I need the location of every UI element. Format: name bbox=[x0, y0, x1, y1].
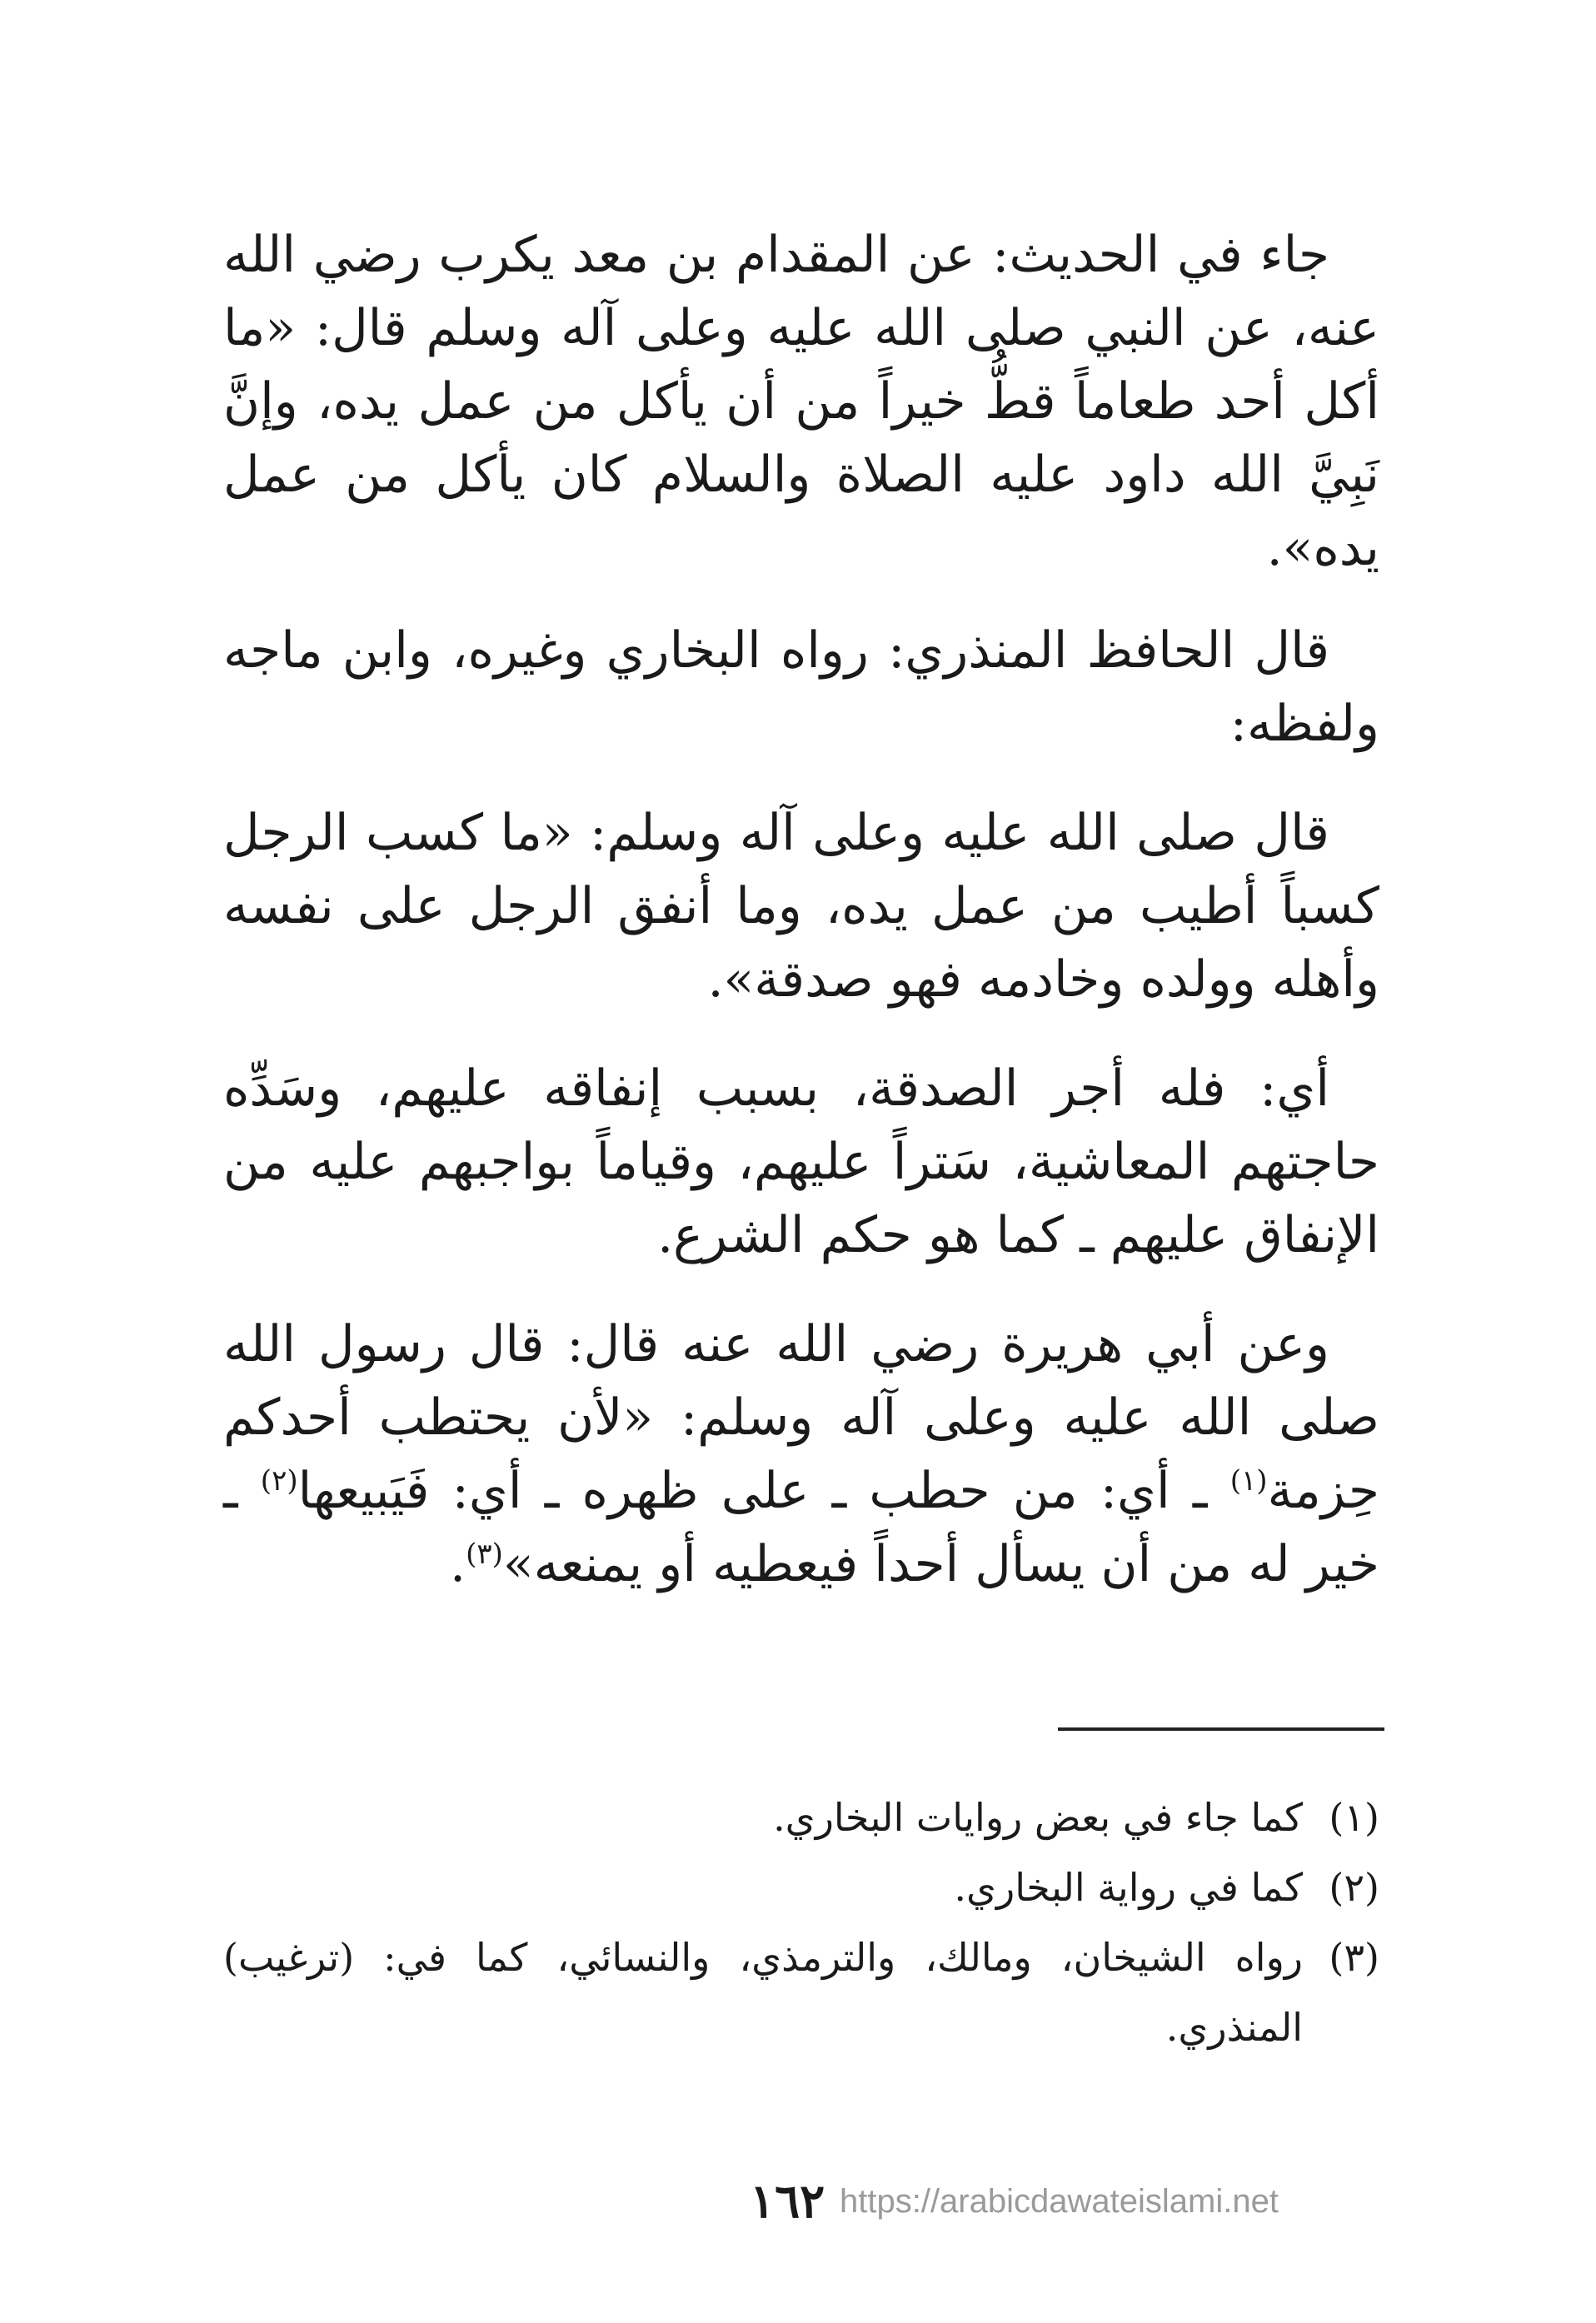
paragraph-text: ـ خير له من أن يسأل أحداً فيعطيه أو يمنعه» bbox=[223, 1462, 1379, 1593]
footnote-3 bbox=[223, 1922, 1379, 2062]
page-number: ١٦٢ bbox=[750, 2174, 825, 2229]
watermark-url: https://arabicdawateislami.net bbox=[840, 2183, 1279, 2220]
footnote-ref-1[interactable]: (١) bbox=[1229, 1464, 1268, 1498]
paragraph-text: جاء في الحديث: عن المقدام بن معد يكرب رضي الله عنه، عن النبي صلى الله عليه وعلى آله وسلم قال: «ما أكل أحد طعاماً قطُّ خيراً من أن يأكل من عمل يده، وإنَّ نَبِيَّ الله داود عليه الصلاة والسلام كان يأكل من عمل يده». bbox=[223, 226, 1379, 577]
footnote-number: (١) bbox=[1329, 1795, 1379, 1840]
footnote-2 bbox=[223, 1852, 1379, 1922]
footnotes bbox=[223, 1782, 1379, 2062]
paragraph-text: أي: فله أجر الصدقة، بسبب إنفاقه عليهم، وسَدِّه حاجتهم المعاشية، سَتراً عليهم، وقياماً بواجبهم عليه من الإنفاق عليهم ـ كما هو حكم الشرع. bbox=[223, 1059, 1379, 1264]
footnote-1 bbox=[223, 1782, 1379, 1852]
paragraph-hadith-abu-hurayra bbox=[223, 1308, 1379, 1601]
footnote-number: (٢) bbox=[1329, 1865, 1379, 1910]
page-footer bbox=[750, 2172, 1333, 2231]
footnote-number: (٣) bbox=[1329, 1935, 1379, 1980]
footnote-divider bbox=[1058, 1727, 1384, 1731]
footnote-text: رواه الشيخان، ومالك، والترمذي، والنسائي، كما في: (ترغيب) المنذري. bbox=[223, 1935, 1303, 2050]
paragraph-mundhiri-note bbox=[223, 614, 1379, 760]
paragraph-text: قال الحافظ المنذري: رواه البخاري وغيره، وابن ماجه ولفظه: bbox=[223, 621, 1379, 753]
paragraph-text: ـ أي: من حطب ـ على ظهره ـ أي: فَيَبيعها bbox=[297, 1462, 1230, 1520]
footnote-text: كما جاء في بعض روايات البخاري. bbox=[773, 1795, 1303, 1840]
main-text bbox=[223, 218, 1379, 1637]
paragraph-text: . bbox=[450, 1535, 466, 1593]
footnote-text: كما في رواية البخاري. bbox=[954, 1865, 1303, 1910]
footnote-ref-3[interactable]: (٣) bbox=[466, 1538, 503, 1571]
paragraph-explanation bbox=[223, 1052, 1379, 1272]
paragraph-text: قال صلى الله عليه وعلى آله وسلم: «ما كسب الرجل كسباً أطيب من عمل يده، وما أنفق الرجل على نفسه وأهله وولده وخادمه فهو صدقة». bbox=[223, 804, 1379, 1009]
paragraph-text: وعن أبي هريرة رضي الله عنه قال: قال رسول الله صلى الله عليه وعلى آله وسلم: «لأن يحتطب أحدكم حِزمة bbox=[223, 1315, 1379, 1520]
paragraph-ibn-majah-wording bbox=[223, 796, 1379, 1016]
paragraph-hadith-miqdam bbox=[223, 218, 1379, 585]
footnote-ref-2[interactable]: (٢) bbox=[260, 1464, 298, 1498]
